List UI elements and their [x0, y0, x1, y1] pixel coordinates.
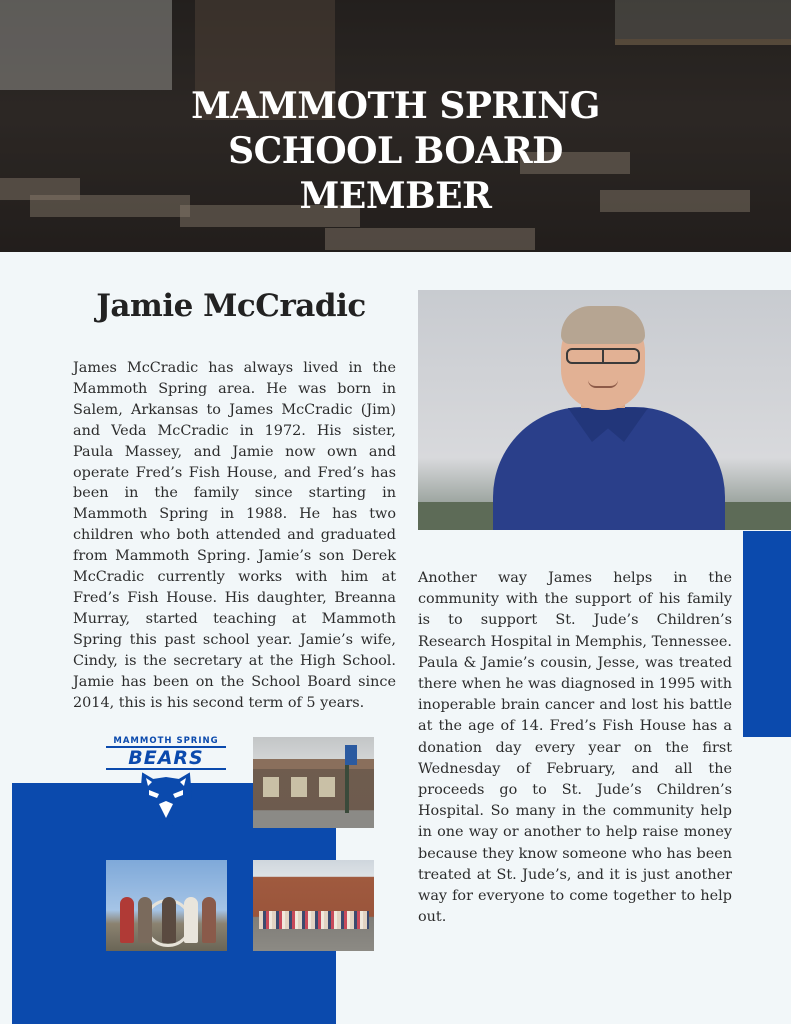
logo-top-text: MAMMOTH SPRING — [113, 736, 219, 746]
family-photo — [106, 860, 227, 951]
store-photo — [253, 737, 374, 828]
title-line-3: MEMBER — [299, 175, 492, 217]
person — [202, 897, 216, 943]
person — [120, 897, 134, 943]
glasses-icon — [566, 348, 640, 364]
person — [184, 897, 198, 943]
title-line-2: SCHOOL BOARD — [228, 130, 563, 172]
school-logo — [104, 736, 228, 828]
person — [162, 897, 176, 943]
member-name: Jamie McCradic — [96, 288, 366, 324]
smile — [588, 380, 618, 388]
bio-paragraph-1: James McCradic has always lived in the Mammoth Spring area. He was born in Salem, Arkansas to James McCradic (Jim) and Veda McCradic in 1972. His sister, Paula Massey, and Jamie now own and operate Fred’s Fish House, and Fred’s has been in the family since starting in Mammoth Spring in 1988. He has two children who both attended and graduated from Mammoth Spring. Jamie’s son Derek McCradic currently works with him at Fred’s Fish House. His daughter, Breanna Murray, started teaching at Mammoth Spring this past school year. Jamie’s wife, Cindy, is the secretary at the High School. Jamie has been on the School Board since 2014, this is his second term of 5 years. — [73, 360, 396, 711]
student-crowd — [259, 911, 369, 929]
store-window — [291, 777, 307, 797]
page-title — [0, 84, 791, 219]
hair — [561, 306, 645, 344]
bio-paragraph-2: Another way James helps in the community with the support of his family is to support St. Jude’s Children’s Research Hospital in Memphis, Tennessee. Paula & Jamie’s cousin, Jesse, was treated there when he was diagnosed in 1995 with inoperable brain cancer and lost his battle at the age of 14. Fred’s Fish House has a donation day every year on the first Wednesday of February, and all the proceeds go to St. Jude’s Children’s Hospital. So many in the community help in one way or another to help raise money because they know someone who has been treated at St. Jude’s, and it is just another way for everyone to come together to help out. — [418, 570, 732, 926]
store-window — [319, 777, 335, 797]
school-group-photo — [253, 860, 374, 951]
title-line-1: MAMMOTH SPRING — [191, 85, 600, 127]
accent-block-right — [743, 531, 791, 737]
logo-main-text: BEARS — [106, 746, 226, 770]
bear-head-icon — [137, 768, 195, 828]
store-window — [263, 777, 279, 797]
store-sign — [345, 745, 357, 765]
header-banner — [0, 0, 791, 252]
person — [138, 897, 152, 943]
portrait-photo — [418, 290, 791, 530]
